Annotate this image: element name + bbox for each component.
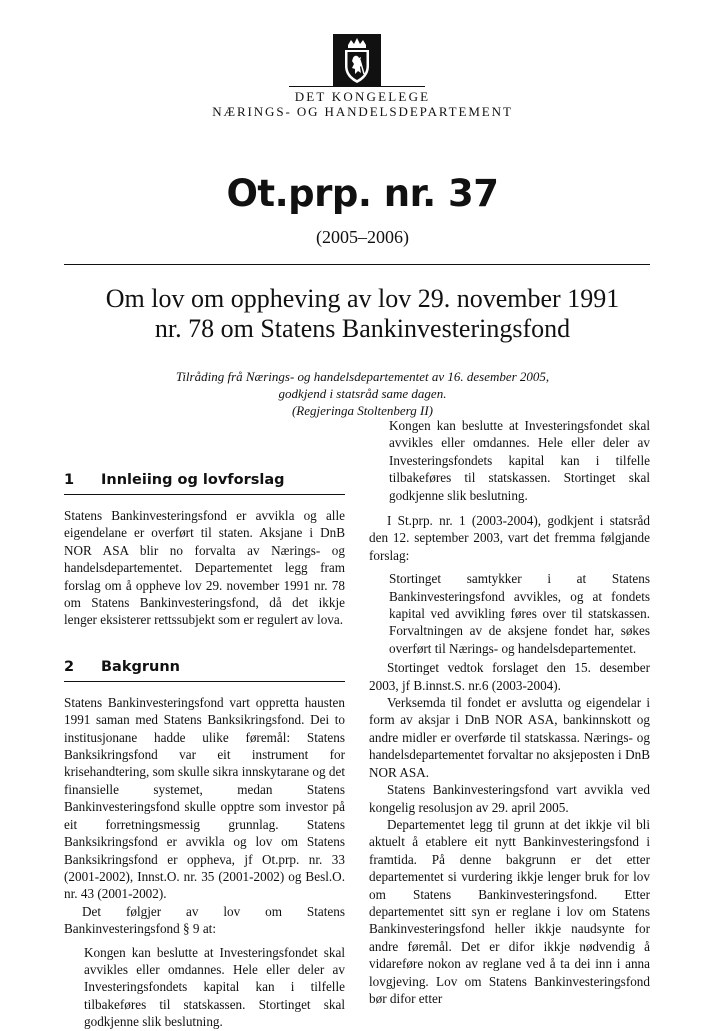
bill-title — [0, 284, 725, 344]
left-column — [64, 470, 345, 1030]
paragraph: Statens Bankinvesteringsfond er avvikla og alle eigendelane er overført til staten. Aksjane i DnB NOR ASA blir no forvalta av Nærings- og handelsdepartementet. Departementet legg fram forslag om å oppheve lov 29. november 1991 nr. 78 om Statens Bankinvesteringsfond, då det ikkje lenger eksisterer rettssubjekt som er regulert av lova. — [64, 508, 345, 628]
subtitle-line-3: (Regjeringa Stoltenberg II) — [291, 403, 434, 418]
section-title: Bakgrunn — [101, 658, 180, 675]
quote-block: Kongen kan beslutte at Investeringsfondet skal avvikles eller omdannes. Hele eller deler av Investeringsfondets kapital kan i tilfelle tilbakeføres til statskassen. Stortinget skal godkjenne slik beslutning. — [84, 944, 345, 1030]
bill-title-line-2: nr. 78 om Statens Bankinvesteringsfond — [154, 314, 571, 343]
paragraph: Departementet legg til grunn at det ikkje vil bli aktuelt å etablere eit nytt Bankinvesteringsfond i framtida. På denne bakgrunn er det etter departementet si vurdering ikkje lenger bruk for lov om Statens Bankinvesteringsfond. Etter departementet sitt syn er reglane i lov om Statens Bankinvesteringsfond heller ikkje naudsynte for andre føremål. Det er difor ikkje nødvendig å vidareføre nokon av reglane ved å ta dei inn i anna lovgjeving. Lov om Statens Bankinvesteringsfond bør difor etter — [369, 816, 650, 1006]
department-line-1: DET KONGELEGE — [294, 89, 431, 104]
paragraph: I St.prp. nr. 1 (2003-2004), godkjent i statsråd den 12. september 2003, vart det fremma følgjande forslag: — [369, 513, 650, 563]
section-heading-2 — [64, 657, 345, 682]
department-line-2: NÆRINGS- OG HANDELSDEPARTEMENT — [212, 104, 513, 119]
section-title: Innleiing og lovforslag — [101, 472, 285, 488]
subtitle — [0, 368, 725, 419]
section-heading-1 — [64, 470, 345, 495]
paragraph: Stortinget vedtok forslaget den 15. desember 2003, jf B.innst.S. nr.6 (2003-2004). — [369, 660, 650, 693]
crest-rule — [289, 86, 425, 87]
document-years: (2005–2006) — [316, 227, 409, 247]
paragraph: Statens Bankinvesteringsfond vart oppretta hausten 1991 saman med Statens Banksikringsfond. Dei to institusjonane hadde ulike føremål: Statens Banksikringsfond var eit instrument for krisehandtering, som skulle sikra innskytarane og det finansielle systemet, medan Statens Bankinvesteringsfond skulle opptre som investor på eit forretningsmessig grunnlag. Statens Banksikringsfond er avvikla og lov om Statens Banksikringsfond er oppheva, jf Ot.prp. nr. 33 (2001-2002), Innst.O. nr. 35 (2001-2002) og Besl.O. nr. 43 (2001-2002). — [64, 694, 345, 902]
quote-continuation-text: Kongen kan beslutte at Investeringsfondet skal avvikles eller omdannes. Hele eller deler av Investeringsfondets kapital kan i tilfelle tilbakeføres til statskassen. Stortinget skal godkjenne slik beslutning. — [389, 418, 650, 503]
paragraph: Verksemda til fondet er avslutta og eigendelar i form av aksjar i DnB NOR ASA, bankinnskott og andre midler er overførde til statskassa. Nærings- og handelsdepartementet forvaltar no aksjeposten i DnB NOR ASA. — [369, 695, 650, 780]
paragraph: Statens Bankinvesteringsfond vart avvikla ved kongelig resolusjon av 29. april 2005. — [369, 782, 650, 815]
subtitle-line-1: Tilråding frå Nærings- og handelsdepartementet av 16. desember 2005, — [175, 369, 550, 384]
title-divider — [64, 264, 650, 265]
section-number: 2 — [64, 658, 75, 675]
section-number: 1 — [64, 472, 75, 488]
subtitle-line-2: godkjend i statsråd same dagen. — [278, 386, 447, 401]
royal-coat-of-arms-icon — [333, 34, 381, 86]
document-title: Ot.prp. nr. 37 — [226, 172, 499, 215]
quote-block-continued — [369, 418, 650, 505]
right-column — [369, 418, 650, 1007]
quote-block: Stortinget samtykker i at Statens Bankinvesteringsfond avvikles, og at fondets kapital ved avvikling føres over til statskassen. Forvaltningen av de aksjene fondet har, søkes overført til Nærings- og handelsdepartementet. — [389, 571, 650, 656]
bill-title-line-1: Om lov om oppheving av lov 29. november 1991 — [105, 284, 620, 313]
paragraph: Det følgjer av lov om Statens Bankinvesteringsfond § 9 at: — [64, 903, 345, 937]
